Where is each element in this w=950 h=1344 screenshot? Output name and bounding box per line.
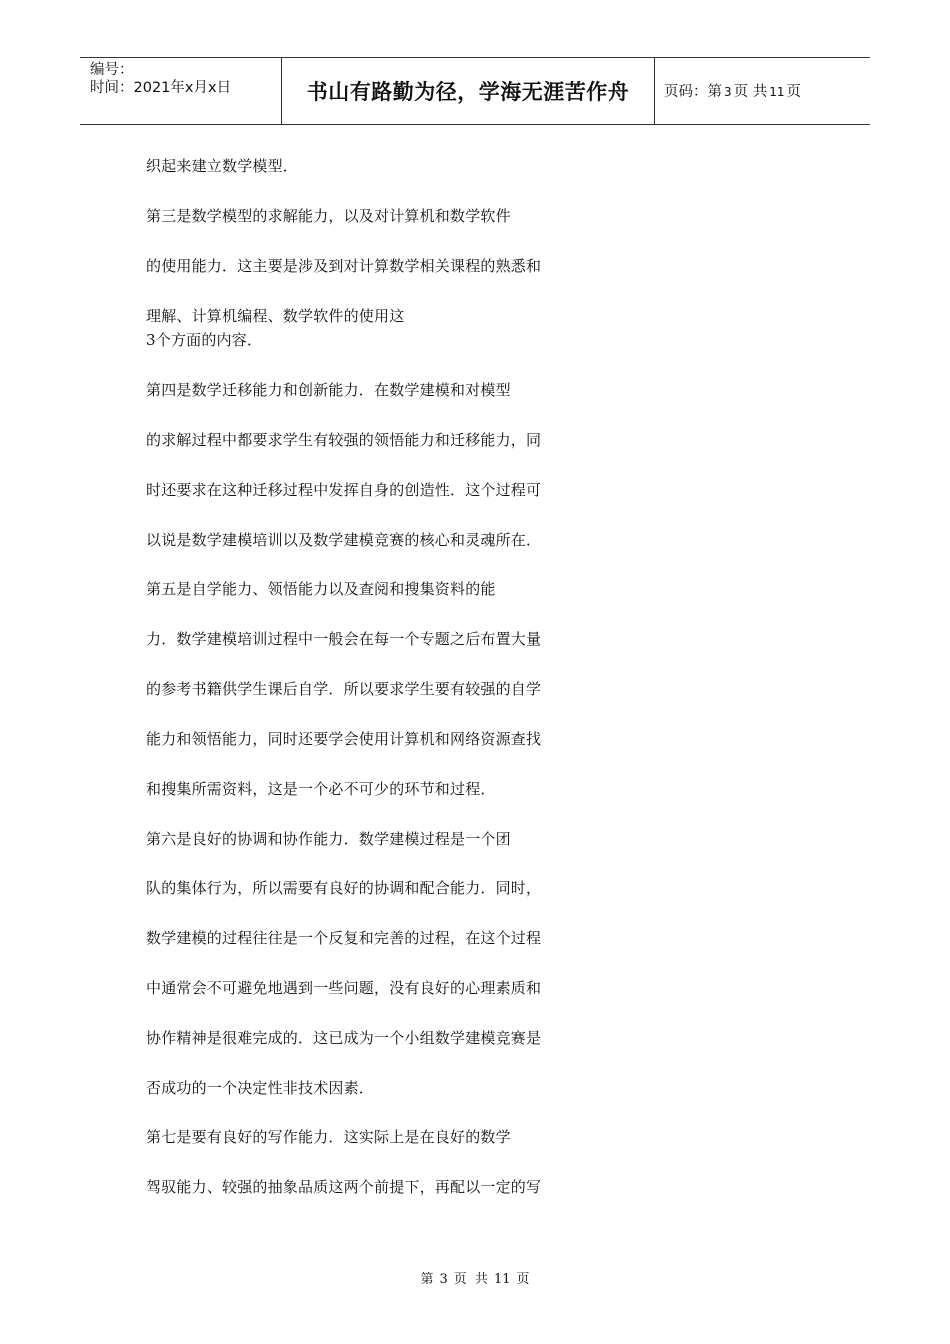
date-label: 时间：2021年x月x日: [90, 80, 232, 96]
body-line: 的求解过程中都要求学生有较强的领悟能力和迁移能力，同: [146, 431, 542, 449]
body-line: 以说是数学建模培训以及数学建模竞赛的核心和灵魂所在．: [146, 531, 542, 549]
body-line: 理解、计算机编程、数学软件的使用这: [146, 307, 405, 325]
body-line: 和搜集所需资料，这是一个必不可少的环节和过程．: [146, 780, 496, 798]
header-meta: [90, 61, 280, 97]
footer-current-page: 3: [439, 1272, 448, 1287]
body-line: 协作精神是很难完成的．这已成为一个小组数学建模竞赛是: [146, 1029, 542, 1047]
body-line: 驾驭能力、较强的抽象品质这两个前提下，再配以一定的写: [146, 1178, 542, 1196]
page-header: [80, 57, 870, 125]
body-line: 第七是要有良好的写作能力．这实际上是在良好的数学: [146, 1128, 511, 1146]
body-line: 队的集体行为，所以需要有良好的协调和配合能力．同时，: [146, 879, 542, 897]
pager-current: 3: [724, 85, 732, 99]
body-line: 织起来建立数学模型．: [146, 157, 299, 175]
body-line: 第四是数学迁移能力和创新能力．在数学建模和对模型: [146, 381, 511, 399]
body-line: 中通常会不可避免地遇到一些问题，没有良好的心理素质和: [146, 979, 542, 997]
pager-total: 11: [769, 85, 785, 99]
footer-prefix: 第: [420, 1272, 434, 1287]
body-line: 力．数学建模培训过程中一般会在每一个专题之后布置大量: [146, 630, 542, 648]
footer-total-pages: 11: [493, 1272, 511, 1287]
footer-suffix: 页: [516, 1272, 530, 1287]
body-line: 的使用能力．这主要是涉及到对计算数学相关课程的熟悉和: [146, 257, 542, 275]
header-divider: [654, 58, 655, 124]
body-line: 否成功的一个决定性非技术因素．: [146, 1079, 375, 1097]
header-motto: 书山有路勤为径，学海无涯苦作舟: [306, 80, 630, 104]
header-page-indicator: [664, 58, 801, 124]
body-line: 第三是数学模型的求解能力，以及对计算机和数学软件: [146, 207, 511, 225]
page-footer: [0, 1268, 950, 1287]
pager-prefix: 页码：第: [664, 84, 722, 100]
body-line: 能力和领悟能力，同时还要学会使用计算机和网络资源查找: [146, 730, 542, 748]
body-line: 时还要求在这种迁移过程中发挥自身的创造性．这个过程可: [146, 481, 542, 499]
pager-suffix: 页: [786, 84, 802, 100]
body-line: 第六是良好的协调和协作能力．数学建模过程是一个团: [146, 830, 511, 848]
pager-mid: 页 共: [733, 84, 768, 100]
footer-mid: 页 共: [453, 1272, 488, 1287]
body-line: 3个方面的内容．: [146, 331, 263, 349]
serial-number-label: 编号：: [90, 62, 134, 78]
body-line: 数学建模的过程往往是一个反复和完善的过程，在这个过程: [146, 929, 542, 947]
body-line: 第五是自学能力、领悟能力以及查阅和搜集资料的能: [146, 580, 496, 598]
body-line: 的参考书籍供学生课后自学．所以要求学生要有较强的自学: [146, 680, 542, 698]
